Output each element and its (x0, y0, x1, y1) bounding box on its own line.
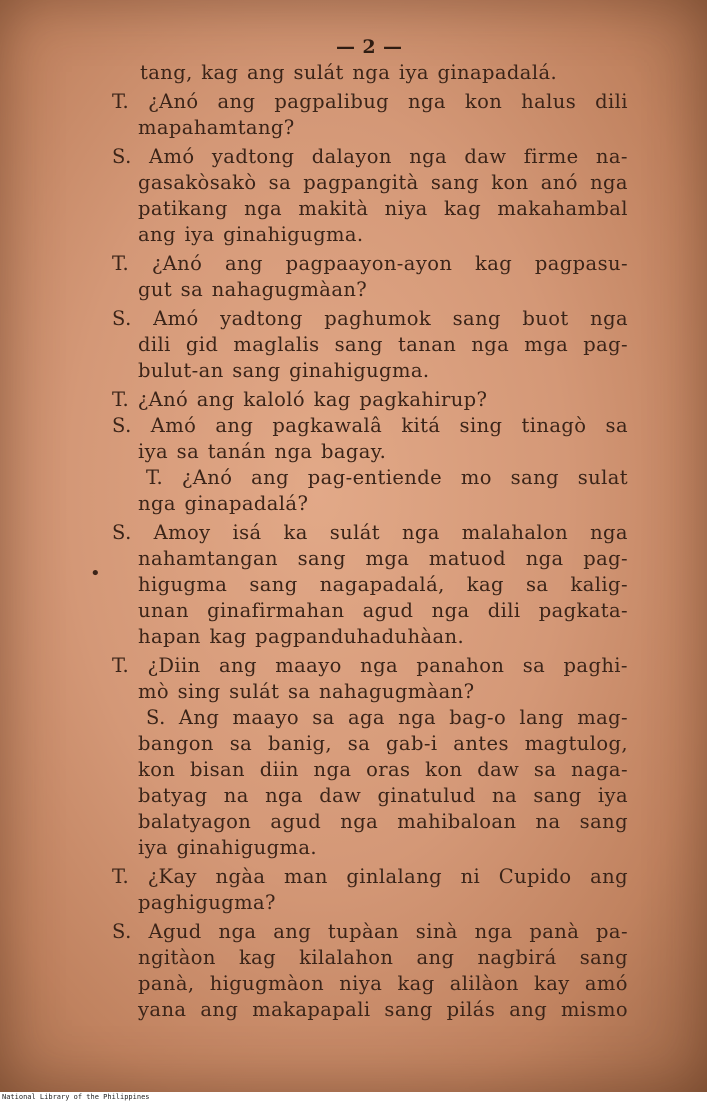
text-line: yana ang makapapali sang pilás ang mismo (138, 998, 628, 1021)
text-line: S. Amoy isá ka sulát nga malahalon nga (112, 521, 628, 544)
text-line: kon bisan diin nga oras kon daw sa naga- (138, 758, 628, 781)
text-line: patikang nga makità niya kag makahambal (138, 197, 628, 220)
margin-dot: • (90, 563, 101, 584)
text-line: T. ¿Kay ngàa man ginlalang ni Cupido ang (112, 865, 628, 888)
text-line: nahamtangan sang mga matuod nga pag- (138, 547, 628, 570)
text-line: T. ¿Diin ang maayo nga panahon sa paghi- (112, 654, 628, 677)
text-line: tang, kag ang sulát nga iya ginapadalá. (140, 61, 558, 84)
text-line: T. ¿Anó ang pagpaayon-ayon kag pagpasu- (112, 252, 628, 275)
text-line: gut sa nahagugmàan? (138, 278, 368, 301)
library-footer: National Library of the Philippines (0, 1092, 707, 1103)
text-line: gasakòsakò sa pagpangità sang kon anó nga (138, 171, 628, 194)
text-line: mò sing sulát sa nahagugmàan? (138, 680, 475, 703)
text-line: unan ginafirmahan agud nga dili pagkata- (138, 599, 628, 622)
text-line: iya sa tanán nga bagay. (138, 440, 387, 463)
text-line: S. Agud nga ang tupàan sinà nga panà pa- (112, 920, 628, 943)
text-line: dili gid maglalis sang tanan nga mga pag- (138, 333, 628, 356)
text-line: T. ¿Anó ang pag-entiende mo sang sulat (146, 466, 628, 489)
text-line: S. Amó ang pagkawalâ kitá sing tinagò sa (112, 414, 628, 437)
text-line: higugma sang nagapadalá, kag sa kalig- (138, 573, 628, 596)
text-line: paghigugma? (138, 891, 276, 914)
text-line: ang iya ginahigugma. (138, 223, 364, 246)
text-line: S. Amó yadtong dalayon nga daw firme na- (112, 145, 628, 168)
text-line: bangon sa banig, sa gab-i antes magtulog, (138, 732, 628, 755)
text-line: batyag na nga daw ginatulud na sang iya (138, 784, 628, 807)
text-line: balatyagon agud nga mahibaloan na sang (138, 810, 628, 833)
text-line: panà, higugmàon niya kag alilàon kay amó (138, 972, 628, 995)
text-line: mapahamtang? (138, 116, 295, 139)
text-line: T. ¿Anó ang pagpalibug nga kon halus dili (112, 90, 628, 113)
text-line: T. ¿Anó ang kaloló kag pagkahirup? (112, 388, 488, 411)
page-number: — 2 — (336, 36, 403, 58)
text-line: S. Amó yadtong paghumok sang buot nga (112, 307, 628, 330)
text-line: iya ginahigugma. (138, 836, 318, 859)
text-line: hapan kag pagpanduhaduhàan. (138, 625, 465, 648)
text-line: ngitàon kag kilalahon ang nagbirá sang (138, 946, 628, 969)
text-line: S. Ang maayo sa aga nga bag-o lang mag- (146, 706, 628, 729)
text-line: nga ginapadalá? (138, 492, 309, 515)
text-line: bulut-an sang ginahigugma. (138, 359, 430, 382)
